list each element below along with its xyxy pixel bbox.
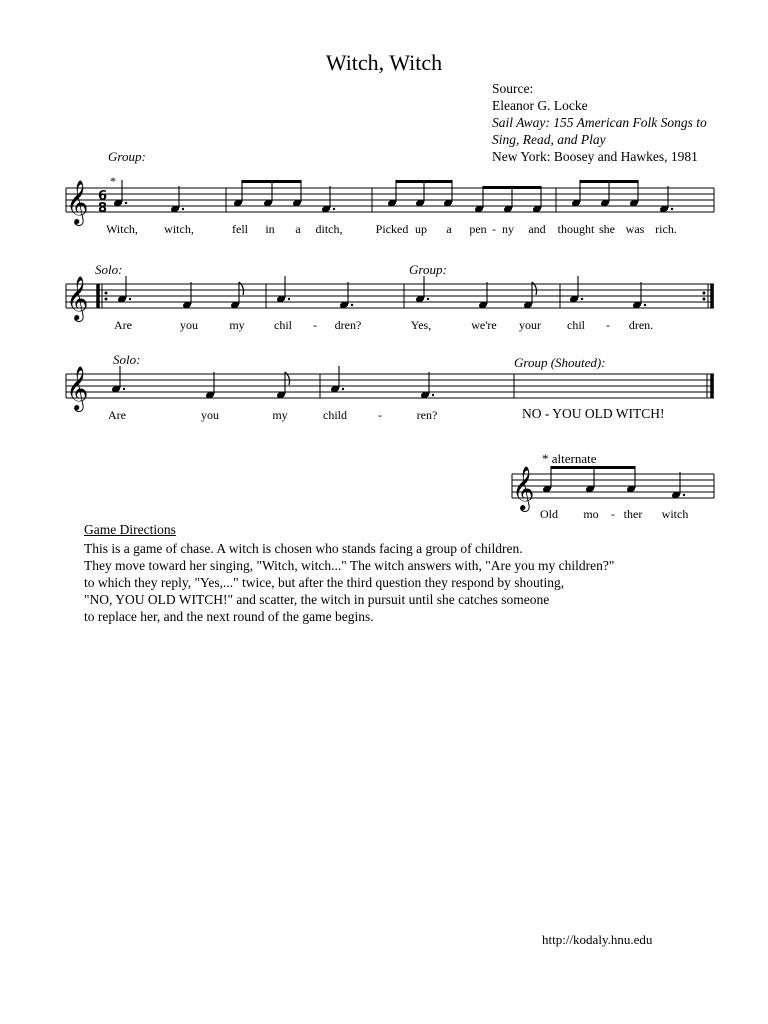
lyric-hyphen: - (606, 318, 610, 332)
lyric-word: ther (623, 507, 643, 521)
game-directions-line: to replace her, and the next round of the game begins. (84, 609, 374, 624)
lyric-word: your (519, 318, 541, 332)
lyric-word: a (446, 222, 452, 236)
lyric-word: chil (274, 318, 292, 332)
direction-solo-2: Solo: (113, 352, 141, 367)
notes-staff-3 (111, 366, 434, 399)
direction-group-2: Group: (409, 262, 447, 277)
treble-clef-icon: 𝄞 (66, 276, 89, 320)
lyric-word: dren. (628, 318, 654, 332)
lyric-word: Old (540, 507, 558, 521)
lyric-hyphen: - (313, 318, 317, 332)
lyric-word: chil (567, 318, 585, 332)
staff-1 (66, 174, 714, 226)
direction-solo-1: Solo: (95, 262, 123, 277)
staff-2 (66, 276, 714, 322)
lyric-word: a (295, 222, 301, 236)
source-label: Source: (492, 81, 534, 96)
lyric-word: Yes, (410, 318, 432, 332)
footer-url: http://kodaly.hnu.edu (542, 932, 653, 947)
lyric-word: Are (108, 408, 126, 422)
lyric-word: Are (114, 318, 132, 332)
lyric-word: dren? (334, 318, 362, 332)
lyric-word: rich. (655, 222, 677, 236)
lyric-word: you (201, 408, 219, 422)
direction-group-1: Group: (108, 149, 146, 164)
alternate-label: * alternate (542, 451, 597, 466)
lyric-word: mo (583, 507, 599, 521)
game-directions-line: This is a game of chase. A witch is chosen who stands facing a group of children. (84, 541, 523, 556)
lyric-word: in (265, 222, 275, 236)
lyric-word: ny (502, 222, 514, 236)
treble-clef-icon: 𝄞 (66, 180, 89, 224)
lyric-word: she (599, 222, 615, 236)
source-author: Eleanor G. Locke (492, 98, 588, 113)
notes-staff-1 (113, 180, 673, 213)
lyric-word: was (625, 222, 645, 236)
lyric-word: ren? (416, 408, 438, 422)
direction-group-shouted: Group (Shouted): (514, 355, 606, 370)
notes-staff-2 (117, 276, 646, 309)
lyric-word: you (180, 318, 198, 332)
lyric-word: ditch, (315, 222, 343, 236)
lyric-word: child (323, 408, 347, 422)
lyric-word: we're (471, 318, 497, 332)
lyric-hyphen: - (378, 408, 382, 422)
lyric-word: pen (469, 222, 487, 236)
lyric-word: and (528, 222, 546, 236)
alternate-staff (512, 466, 714, 512)
shouted-response: NO - YOU OLD WITCH! (522, 406, 665, 421)
game-directions-heading: Game Directions (84, 522, 176, 537)
treble-clef-icon: 𝄞 (66, 366, 89, 410)
lyric-word: witch, (164, 222, 194, 236)
lyric-hyphen: - (492, 222, 496, 236)
lyric-word: thought (557, 222, 595, 236)
lyric-hyphen: - (611, 507, 615, 521)
source-publisher: New York: Boosey and Hawkes, 1981 (492, 149, 698, 164)
lyric-word: my (229, 318, 245, 332)
lyric-word: up (415, 222, 427, 236)
game-directions-line: to which they reply, "Yes,..." twice, but after the third question they respond by shouting, (84, 575, 565, 590)
game-directions-line: They move toward her singing, "Witch, witch..." The witch answers with, "Are you my children?" (84, 558, 615, 573)
lyric-word: my (272, 408, 288, 422)
lyric-word: witch (661, 507, 689, 521)
lyric-word: fell (232, 222, 248, 236)
lyric-word: Witch, (106, 222, 138, 236)
source-book-line1: Sail Away: 155 American Folk Songs to (492, 115, 707, 130)
page-title: Witch, Witch (325, 50, 443, 75)
source-book-line2: Sing, Read, and Play (492, 132, 606, 147)
footnote-marker: * (110, 174, 116, 188)
game-directions-line: "NO, YOU OLD WITCH!" and scatter, the witch in pursuit until she catches someone (84, 592, 550, 607)
game-directions-text (84, 540, 684, 625)
lyric-word: Picked (375, 222, 409, 236)
time-sig-denominator: 8 (98, 201, 108, 216)
treble-clef-icon: 𝄞 (512, 466, 535, 510)
time-sig-numerator: 6 (98, 189, 108, 204)
